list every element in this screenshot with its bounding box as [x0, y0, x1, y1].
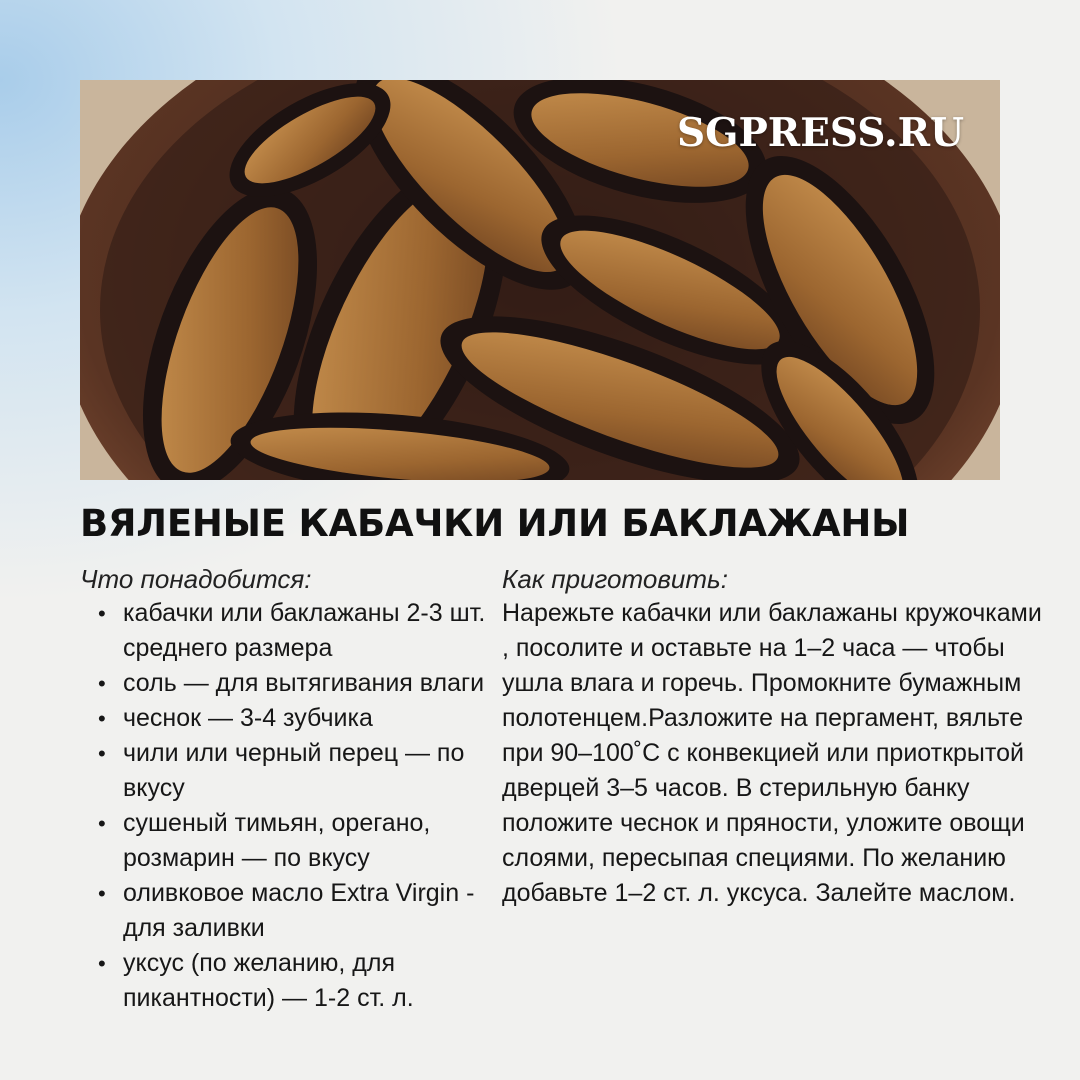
list-item: • оливковое масло Extra Virgin - для заливки — [80, 876, 500, 946]
list-item: • чеснок — 3-4 зубчика — [80, 701, 500, 736]
list-item: • сушеный тимьян, орегано, розмарин — по вкусу — [80, 806, 500, 876]
list-item: • чили или черный перец — по вкусу — [80, 736, 500, 806]
ingredients-label: Что понадобится: — [80, 564, 312, 594]
list-item: • кабачки или баклажаны 2-3 шт. среднего размера — [80, 596, 500, 666]
bullet-icon: • — [98, 951, 106, 976]
watermark: SGPRESS.RU — [676, 110, 964, 156]
bullet-icon: • — [98, 741, 106, 766]
recipe-title: ВЯЛЕНЫЕ КАБАЧКИ ИЛИ БАКЛАЖАНЫ — [80, 502, 910, 545]
list-item: • соль — для вытягивания влаги — [80, 666, 500, 701]
dried-eggplant-photo — [80, 80, 1000, 480]
ingredients-list — [80, 596, 500, 1016]
bullet-icon: • — [98, 706, 106, 731]
bullet-icon: • — [98, 601, 106, 626]
list-item: • уксус (по желанию, для пикантности) — 1-2 ст. л. — [80, 946, 500, 1016]
method-text: Нарежьте кабачки или баклажаны кружочками , посолите и оставьте на 1–2 часа — чтобы ушла влага и горечь. Промокните бумажным полотенцем.Разложите на пергамент, вяльте при 90–100˚С с конвекцией или приоткрытой дверцей 3–5 часов. В стерильную банку положите чеснок и пряности, уложите овощи слоями, пересыпая специями. По желанию добавьте 1–2 ст. л. уксуса. Залейте маслом. — [502, 599, 1042, 907]
method-section — [502, 562, 1042, 911]
method-label: Как приготовить: — [502, 564, 728, 594]
bullet-icon: • — [98, 881, 106, 906]
bullet-icon: • — [98, 811, 106, 836]
ingredients-section — [80, 562, 500, 1016]
bullet-icon: • — [98, 671, 106, 696]
